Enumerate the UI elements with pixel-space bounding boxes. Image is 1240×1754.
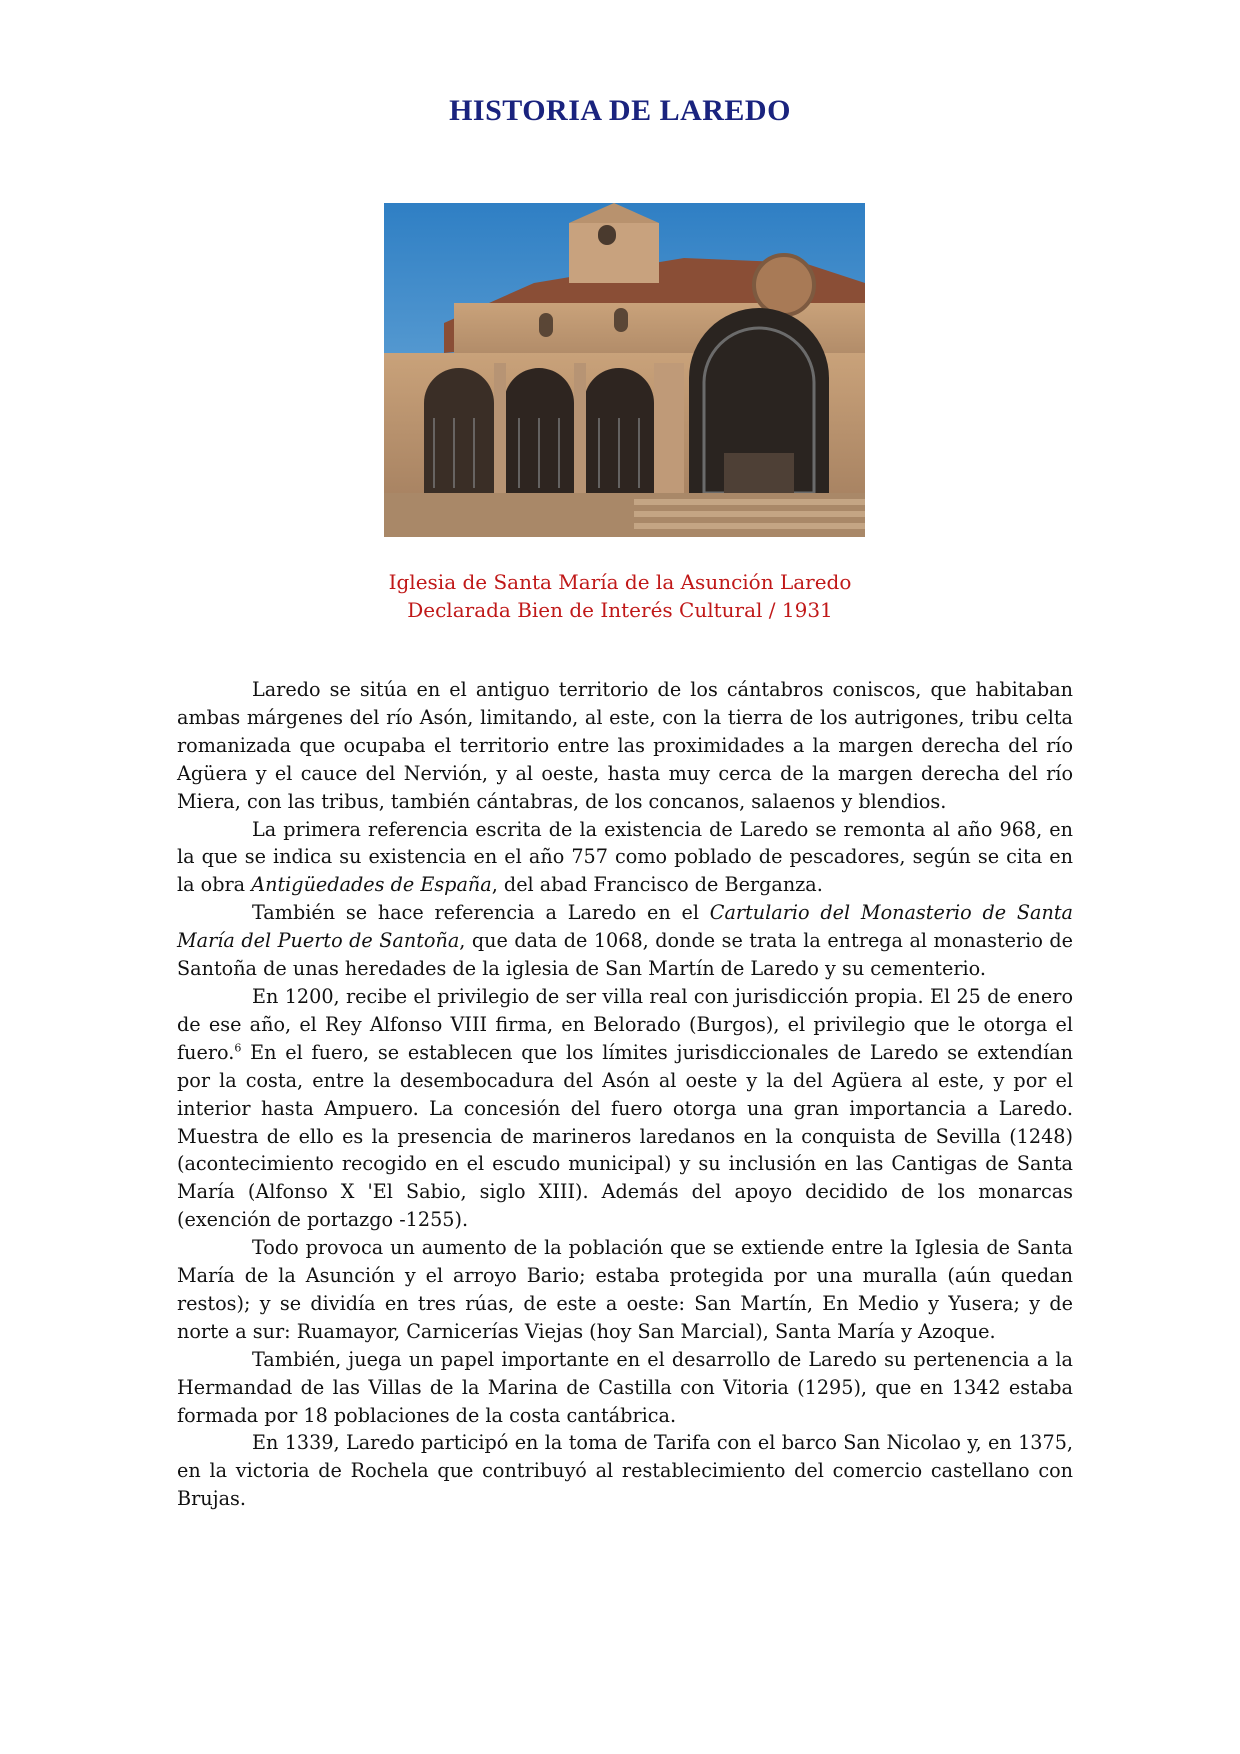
book-title: Antigüedades de España — [251, 873, 492, 897]
paragraph-2-text-b: , del abad Francisco de Berganza. — [491, 873, 823, 897]
caption-line-2: Declarada Bien de Interés Cultural / 1931 — [407, 598, 833, 622]
page-title: HISTORIA DE LAREDO — [449, 94, 791, 128]
paragraph-7: En 1339, Laredo participó en la toma de Tarifa con el barco San Nicolao y, en 1375, en la victoria de Rochela que contribuyó al restablecimiento del comercio castellano con Brujas. — [177, 1431, 1073, 1511]
paragraph-4-text-b: En el fuero, se establecen que los límites jurisdiccionales de Laredo se extendían por la costa, entre la desembocadura del Asón al oeste y la del Agüera al este, y por el interior hasta Ampuero. La concesión del fuero otorga una gran importancia a Laredo. Muestra de ello es la presencia de marineros laredanos en la conquista de Sevilla (1248) (acontecimiento recogido en el escudo municipal) y su inclusión en las Cantigas de Santa María (Alfonso X 'El Sabio, siglo XIII). Además del apoyo decidido de los monarcas (exención de portazgo -1255). — [177, 1040, 1073, 1232]
paragraph-6: También, juega un papel importante en el desarrollo de Laredo su pertenencia a la Hermandad de las Villas de la Marina de Castilla con Vitoria (1295), que en 1342 estaba formada por 18 poblaciones de la costa cantábrica. — [177, 1347, 1073, 1427]
paragraph-3-text-b: , que data de 1068, donde se trata la entrega al monasterio de Santoña de unas heredades de la iglesia de San Martín de Laredo y su cementerio. — [177, 929, 1073, 981]
paragraph-2-text-a: La primera referencia escrita de la existencia de Laredo se remonta al año 968, en la que se indica su existencia en el año 757 como poblado de pescadores, según se cita en la obra — [177, 817, 1073, 897]
caption-line-1: Iglesia de Santa María de la Asunción Laredo — [388, 570, 852, 594]
footnote-marker[interactable]: 6 — [234, 1041, 242, 1055]
paragraph-4-text-a: En 1200, recibe el privilegio de ser villa real con jurisdicción propia. El 25 de enero de ese año, el Rey Alfonso VIII firma, en Belorado (Burgos), el privilegio que le otorga el fuero. — [177, 984, 1073, 1064]
paragraph-3 — [177, 899, 1073, 983]
cartulary-title: Cartulario del Monasterio de Santa María del Puerto de Santoña — [177, 901, 1073, 953]
paragraph-5: Todo provoca un aumento de la población que se extiende entre la Iglesia de Santa María de la Asunción y el arroyo Bario; estaba protegida por una muralla (aún quedan restos); y se dividía en tres rúas, de este a oeste: San Martín, En Medio y Yusera; y de norte a sur: Ruamayor, Carnicerías Viejas (hoy San Marcial), Santa María y Azoque. — [177, 1236, 1073, 1343]
paragraph-1: Laredo se sitúa en el antiguo territorio de los cántabros coniscos, que habitaban ambas márgenes del río Asón, limitando, al este, con la tierra de los autrigones, tribu celta romanizada que ocupaba el territorio entre las proximidades a la margen derecha del río Agüera y el cauce del Nervión, y al oeste, hasta muy cerca de la margen derecha del río Miera, con las tribus, también cántabras, de los concanos, salaenos y blendios. — [177, 678, 1073, 813]
paragraph-2 — [177, 816, 1073, 900]
paragraph-4 — [177, 983, 1073, 1234]
paragraph-3-text-a: También se hace referencia a Laredo en el — [252, 901, 710, 925]
figure-caption — [0, 568, 1240, 624]
article-body — [177, 676, 1073, 1513]
church-photo — [384, 203, 865, 537]
